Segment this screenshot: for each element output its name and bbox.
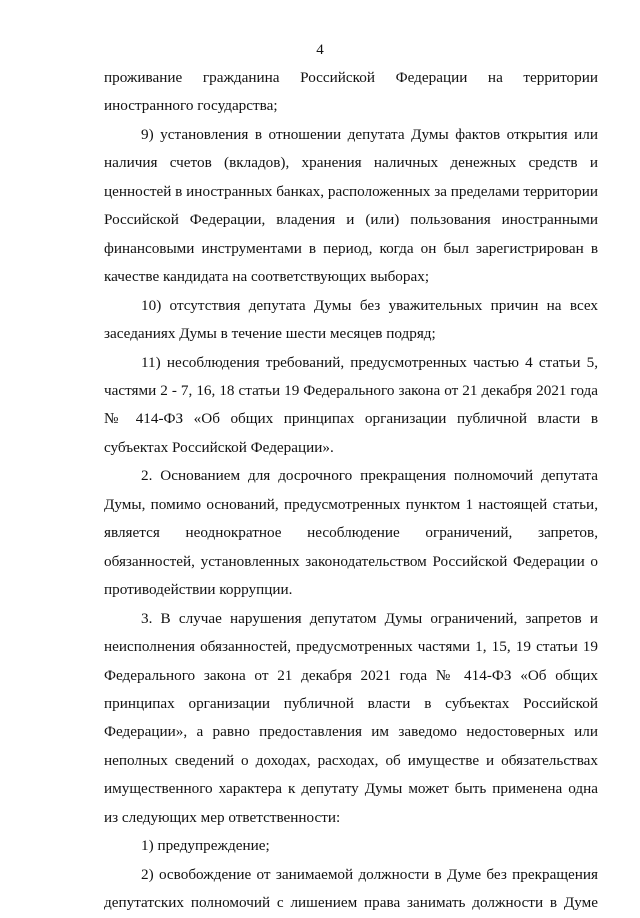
paragraph-item-11: 11) несоблюдения требований, предусмотренных частью 4 статьи 5, частями 2 - 7, 16, 18 статьи 19 Федерального закона от 21 декабря 2021 года № 414-ФЗ «Об общих принципах организации публичной власти в субъектах Российской Федерации». [104,353,598,456]
paragraph-measure-2: 2) освобождение от занимаемой должности в Думе без прекращения депутатских полномочий с лишением права занимать должности в Думе [104,865,598,912]
document-body [104,64,598,918]
paragraph-measure-1: 1) предупреждение; [141,837,270,855]
page-number: 4 [316,42,324,58]
paragraph-continuation: проживание гражданина Российской Федерации на территории иностранного государства; [104,69,598,115]
paragraph-part-2: 2. Основанием для досрочного прекращения полномочий депутата Думы, помимо оснований, предусмотренных пунктом 1 настоящей статьи, является неоднократное несоблюдение ограничений, запретов, обязанностей, установленных законодательством Российской Федерации о противодействии коррупции. [104,467,598,599]
paragraph-item-10: 10) отсутствия депутата Думы без уважительных причин на всех заседаниях Думы в течение шести месяцев подряд; [104,296,598,343]
paragraph-part-3: 3. В случае нарушения депутатом Думы ограничений, запретов и неисполнения обязанностей, предусмотренных частями 1, 15, 19 статьи 19 Федерального закона от 21 декабря 2021 года № 414-ФЗ «Об общих принципах организации публичной власти в субъектах Российской Федерации», а равно предоставления им заведомо недостоверных или неполных сведений о доходах, расходах, об имуществе и обязательствах имущественного характера к депутату Думы может быть применена одна из следующих мер ответственности: [104,609,598,826]
paragraph-item-9: 9) установления в отношении депутата Думы фактов открытия или наличия счетов (вкладов), хранения наличных денежных средств и ценностей в иностранных банках, расположенных за пределами территории Российской Федерации, владения и (или) пользования иностранными финансовыми инструментами в период, когда он был зарегистрирован в качестве кандидата на соответствующих выборах; [104,125,598,286]
